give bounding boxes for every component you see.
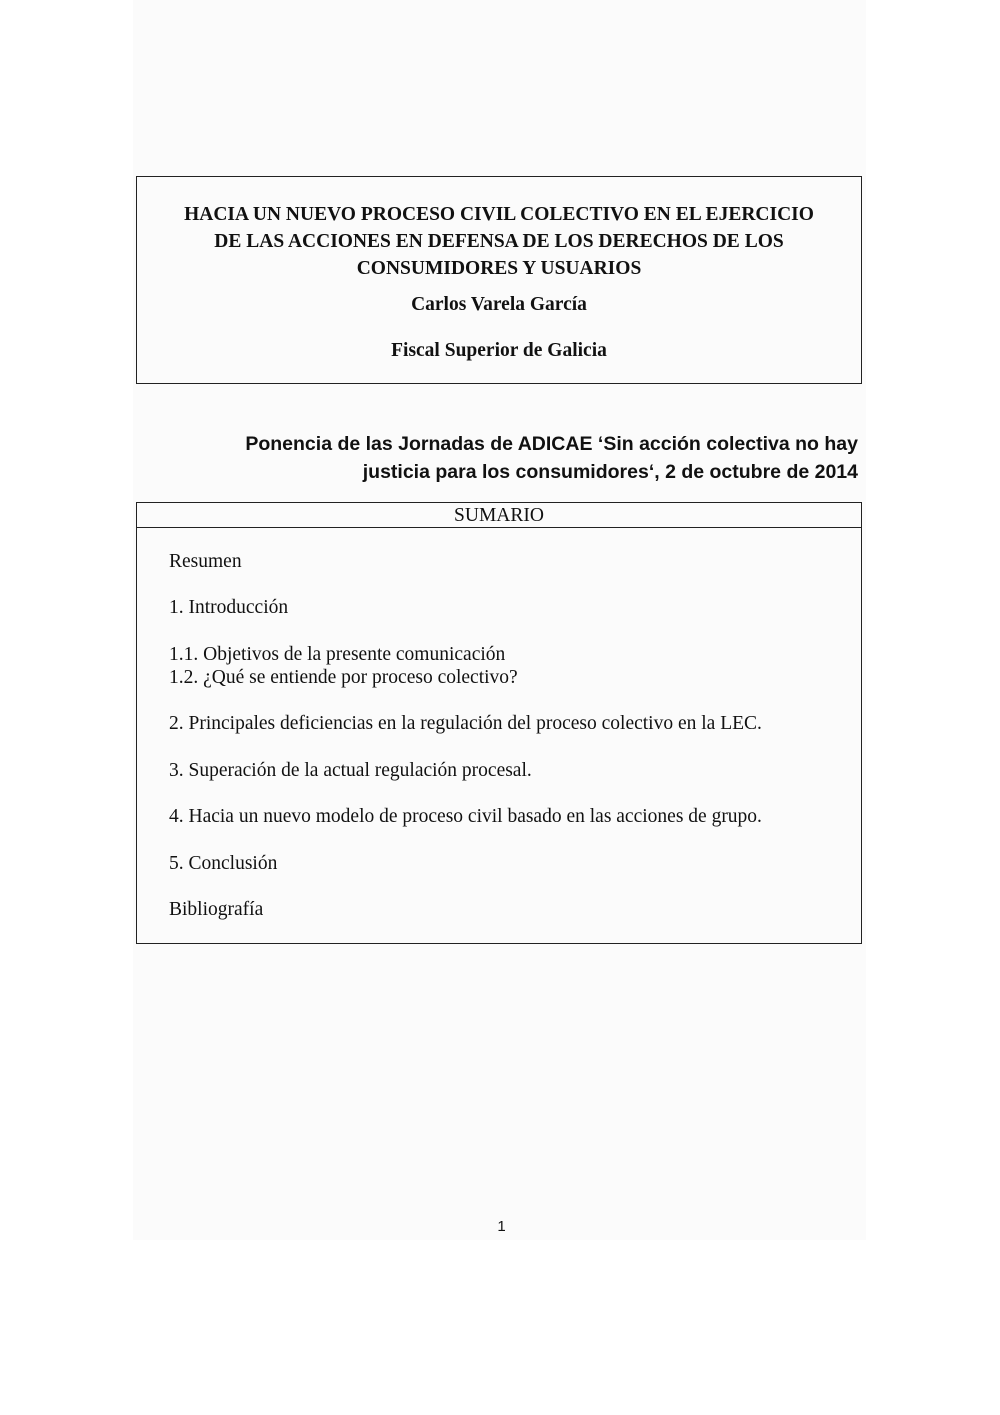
ponencia-line-1: Ponencia de las Jornadas de ADICAE ‘Sin acción colectiva no hay <box>245 433 858 455</box>
ponencia-line-2: justicia para los consumidores‘, 2 de octubre de 2014 <box>362 461 858 483</box>
summary-item-1-2: 1.2. ¿Qué se entiende por proceso colectivo? <box>169 667 518 688</box>
author-role: Fiscal Superior de Galicia <box>391 340 607 361</box>
summary-item-3: 3. Superación de la actual regulación procesal. <box>169 760 532 781</box>
page-number: 1 <box>497 1218 506 1235</box>
summary-box <box>136 502 862 944</box>
summary-item-1: 1. Introducción <box>169 597 289 618</box>
title-line-2: DE LAS ACCIONES EN DEFENSA DE LOS DERECHOS DE LOS <box>214 231 784 252</box>
ponencia-heading <box>158 430 858 486</box>
summary-item-5: 5. Conclusión <box>169 853 278 874</box>
summary-item-1-1: 1.1. Objetivos de la presente comunicación <box>169 644 506 665</box>
document-title <box>137 201 861 282</box>
summary-header: SUMARIO <box>137 503 861 528</box>
title-line-1: HACIA UN NUEVO PROCESO CIVIL COLECTIVO EN EL EJERCICIO <box>184 204 814 225</box>
title-box <box>136 176 862 384</box>
summary-item-resumen: Resumen <box>169 551 242 572</box>
title-line-3: CONSUMIDORES Y USUARIOS <box>356 258 642 279</box>
summary-item-4: 4. Hacia un nuevo modelo de proceso civil basado en las acciones de grupo. <box>169 806 762 827</box>
summary-item-bibliografia: Bibliografía <box>169 899 264 920</box>
summary-item-2: 2. Principales deficiencias en la regulación del proceso colectivo en la LEC. <box>169 713 762 734</box>
author-name: Carlos Varela García <box>411 294 587 315</box>
